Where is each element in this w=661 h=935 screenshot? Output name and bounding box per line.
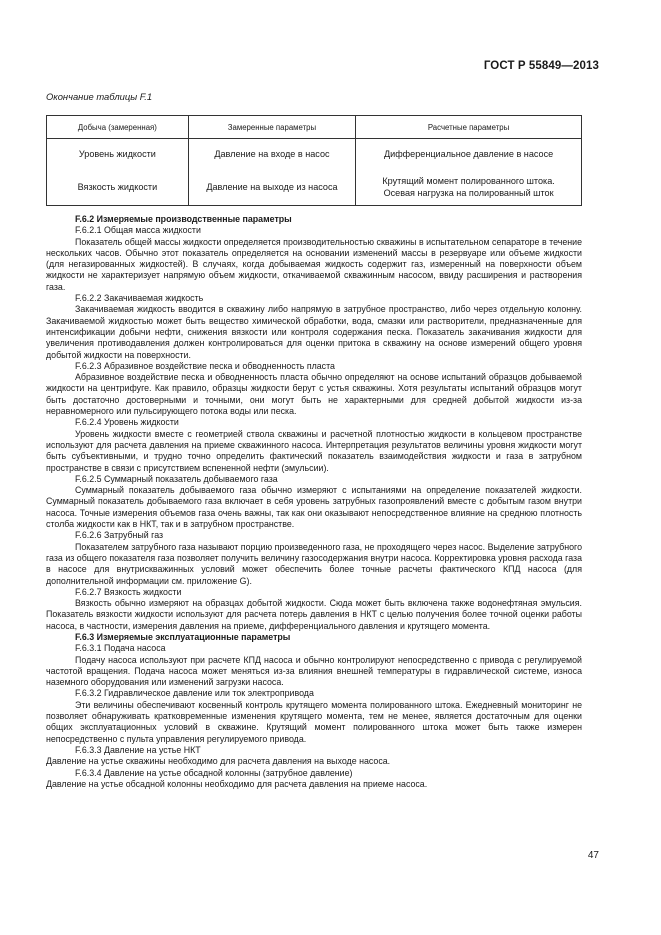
page-number: 47 [587, 850, 599, 861]
paragraph: Давление на устье обсадной колонны необходимо для расчета давления на приеме насоса. [46, 778, 428, 789]
paragraph: Уровень жидкости вместе с геометрией ствола скважины и расчетной плотностью жидкости в кольцевом пространстве используют для расчета давления на приеме скважинного насоса. Интерпретация результатов величины уровня жидкости могут быть субъективными, и трудно точно определить фактический показатель взаимодействия жидкости и газа в затрубном пространстве в связи с присутствием вспененной нефти (эмульсии). [46, 428, 582, 473]
paragraph: Давление на устье скважины необходимо для расчета давления на выходе насоса. [46, 756, 391, 767]
table-cell-line: Крутящий момент полированного штока. [382, 176, 555, 186]
subsection-title: F.6.2.5 Суммарный показатель добываемого газа [75, 473, 278, 484]
table-cell: Вязкость жидкости [47, 169, 189, 206]
table-cell: Дифференциальное давление в насосе [356, 139, 582, 170]
subsection-title: F.6.3.4 Давление на устье обсадной колонны (затрубное давление) [75, 767, 353, 778]
paragraph: Показателем затрубного газа называют порцию произведенного газа, не проходящего через насос. Выделение затрубного газа из общего показателя газа позволяет получить величину газосодержания внутри насоса. Корректировка уровня расхода газа в насосе для внутрискважинных условий может обеспечить более точные расчеты фактического КПД насоса (для дополнительной информации см. приложение G). [46, 541, 582, 586]
document-body [46, 214, 582, 790]
paragraph: Подачу насоса используют при расчете КПД насоса и обычно контролируют непосредственно с привода с регулируемой частотой вращения. Подача насоса может меняться из-за влияния внешней температуры в гидравлической системе, износа наземного оборудования или изменений загрузки насоса. [46, 654, 582, 688]
table-header-cell: Замеренные параметры [188, 116, 355, 139]
paragraph: Эти величины обеспечивают косвенный контроль крутящего момента полированного штока. Ежедневный мониторинг не позволяет обнаруживать кратковременные изменения крутящего момента, тем не менее, является достаточным для оценки общих эксплуатационных условий в скважине. Крутящий момент полированного штока может быть также измерен непосредственно с пульта управления регулируемого привода. [46, 699, 582, 744]
table-cell: Давление на выходе из насоса [188, 169, 355, 206]
paragraph: Вязкость обычно измеряют на образцах добытой жидкости. Сюда может быть включена также водонефтяная эмульсия. Показатель вязкости жидкости используют для расчета потерь давления в НКТ с целью получения более точной оценки работы насоса, в частности, измерения давления на приеме, дифференциального давления и крутящего момента. [46, 598, 582, 631]
section-heading: F.6.2 Измеряемые производственные параметры [75, 214, 292, 224]
table-header-cell: Добыча (замеренная) [47, 116, 189, 139]
table-header-row [47, 116, 582, 139]
table-cell [356, 169, 582, 206]
subsection-title: F.6.3.3 Давление на устье НКТ [75, 744, 201, 755]
subsection-title: F.6.2.2 Закачиваемая жидкость [75, 293, 204, 304]
subsection-title: F.6.3.1 Подача насоса [75, 643, 166, 654]
table-cell: Давление на входе в насос [188, 139, 355, 170]
table-caption: Окончание таблицы F.1 [46, 91, 153, 102]
table-cell-line: Осевая нагрузка на полированный шток [383, 188, 554, 198]
document-id-header: ГОСТ Р 55849—2013 [483, 60, 599, 72]
table-cell: Уровень жидкости [47, 139, 189, 170]
paragraph: Абразивное воздействие песка и обводненность пласта обычно определяют на основе испытаний образцов добываемой жидкости на центрифуге. Как правило, образцы жидкости берут с устья скважины. Хотя результаты испытаний образцов могут быть достаточно достоверными и точными, они могут быть не характерными для средней добытой жидкости из-за неравномерного или пульсирующего потока воды или песка. [46, 372, 582, 417]
subsection-title: F.6.2.3 Абразивное воздействие песка и обводненность пласта [75, 360, 335, 371]
subsection-title: F.6.2.4 Уровень жидкости [75, 417, 179, 428]
subsection-title: F.6.3.2 Гидравлическое давление или ток электропривода [75, 688, 314, 699]
table-header-cell: Расчетные параметры [356, 116, 582, 139]
paragraph: Суммарный показатель добываемого газа обычно измеряют с испытаниями на определение показателей жидкости. Суммарный показатель добываемого газа включает в себя уровень затрубных газопроявлений вместе с добытым газом внутри насоса. Точные измерения объемов газа очень важны, так как они оказывают непосредственное влияние на среднюю плотность столба жидкости как в НКТ, так и в затрубном пространстве. [46, 485, 582, 530]
table-row [47, 169, 582, 206]
table-f1 [46, 115, 582, 206]
subsection-title: F.6.2.1 Общая масса жидкости [75, 225, 201, 236]
section-heading: F.6.3 Измеряемые эксплуатационные параметры [75, 631, 291, 642]
paragraph: Показатель общей массы жидкости определяется производительностью скважины в испытательном сепараторе в течение нескольких часов. Обычно этот показатель определяется на основании изменений массы в резервуаре или объеме жидкости (для негазированных жидкостей). В случаях, когда добываемая жидкость содержит газ, измеренный на поверхности объем жидкости не характеризует напрямую объем жидкости, откачиваемой скважинным насосом, ввиду расширения и растворения газа. [46, 236, 582, 292]
subsection-title: F.6.2.7 Вязкость жидкости [75, 586, 182, 597]
subsection-title: F.6.2.6 Затрубный газ [75, 530, 164, 541]
table-row [47, 139, 582, 170]
paragraph: Закачиваемая жидкость вводится в скважину либо напрямую в затрубное пространство, либо через отдельную колонну. Закачиваемой жидкостью может быть вещество химической обработки, вода, смазки или растворители, предназначенные для интенсификации добычи нефти, снижения вязкости или контроля содержания песка. Показатель закачивания жидкости для увеличения противодавления должен контролироваться для оценки притока в скважину на основе измерений общего уровня добытой жидкости на поверхности. [46, 304, 582, 360]
